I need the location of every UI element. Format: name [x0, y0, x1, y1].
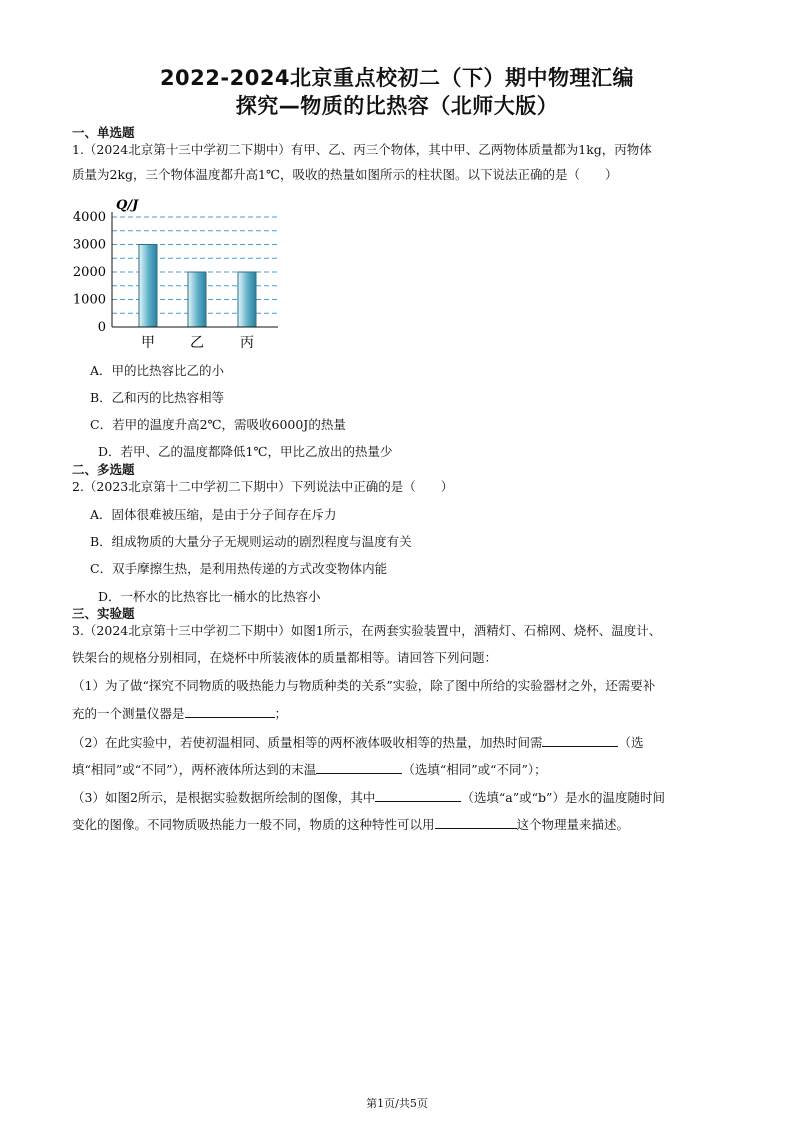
y-ticks [73, 210, 106, 335]
q1-stem-line1: 1.（2024北京第十三中学初二下期中）有甲、乙、丙三个物体，其中甲、乙两物体质量都为1kg，丙物体 [72, 142, 652, 157]
q2-stem: 2.（2023北京第十二中学初二下期中）下列说法中正确的是（ ） [72, 479, 454, 494]
q3-part2-text: （2）在此实验中，若使初温相同、质量相等的两杯液体吸收相等的热量，加热时间需 [72, 735, 543, 750]
q3-stem-line2: 铁架台的规格分别相同，在烧杯中所装液体的质量都相等。请回答下列问题： [72, 650, 498, 665]
q3-part2-line1 [72, 733, 643, 752]
bar-chart [66, 196, 286, 356]
chart-bars [139, 245, 256, 328]
doc-title-line1: 2022-2024北京重点校初二（下）期中物理汇编 [159, 66, 635, 90]
q1-option-c: C．若甲的温度升高2℃，需吸收6000J的热量 [90, 417, 346, 432]
answer-blank-instrument[interactable] [185, 704, 275, 718]
q3-part2-text2: 填“相同”或“不同”），两杯液体所达到的末温 [72, 762, 317, 777]
q1-option-d: D．若甲、乙的温度都降低1℃，甲比乙放出的热量少 [98, 444, 393, 459]
q3-part1-end: ； [274, 706, 288, 721]
y-tick-label: 0 [97, 320, 106, 335]
section-multi-choice: 二、多选题 [72, 462, 135, 477]
q3-part1-line1: （1）为了做“探究不同物质的吸热能力与物质种类的关系”实验，除了图中所给的实验器材之外，还需要补 [72, 678, 656, 693]
q3-part1-line2 [72, 704, 287, 723]
page-footer: 第1页/共5页 [366, 1097, 428, 1110]
y-tick-label: 1000 [72, 292, 106, 308]
answer-blank-quantity[interactable] [435, 815, 517, 829]
q3-part3-hint: （选填“a”或“b”）是水的温度随时间 [461, 790, 665, 805]
bar-2 [188, 272, 206, 327]
q3-part3-line2 [72, 815, 629, 834]
section-experiment: 三、实验题 [72, 606, 135, 621]
q1-option-a: A．甲的比热容比乙的小 [90, 363, 225, 378]
x-categories [141, 335, 254, 351]
q3-stem-line1: 3.（2024北京第十三中学初二下期中）如图1所示，在两套实验装置中，酒精灯、石棉网、烧杯、温度计、 [72, 623, 662, 638]
y-tick-label: 4000 [72, 210, 106, 225]
answer-blank-heating-time[interactable] [542, 733, 618, 747]
q3-part3-text: （3）如图2所示，是根据实验数据所绘制的图像，其中 [72, 790, 376, 805]
answer-blank-final-temp[interactable] [316, 760, 402, 774]
bar-3 [238, 272, 256, 327]
q3-part3-text2: 变化的图像。不同物质吸热能力一般不同，物质的这种特性可以用 [72, 817, 435, 832]
q2-option-b: B．组成物质的大量分子无规则运动的剧烈程度与温度有关 [90, 534, 412, 549]
q3-part2-line2 [72, 760, 547, 779]
q3-part3-line1 [72, 788, 665, 807]
bar-1 [139, 245, 157, 328]
q3-part2-hint: （选 [618, 735, 644, 750]
q1-stem-line2: 质量为2kg，三个物体温度都升高1℃，吸收的热量如图所示的柱状图。以下说法正确的是（ ） [72, 167, 618, 182]
q1-option-b: B．乙和丙的比热容相等 [90, 390, 225, 405]
q2-option-a: A．固体很难被压缩，是由于分子间存在斥力 [90, 507, 337, 522]
q3-part1-text: 充的一个测量仪器是 [72, 706, 185, 721]
q3-part3-end: 这个物理量来描述。 [516, 817, 630, 832]
category-label: 甲 [141, 335, 155, 351]
y-tick-label: 3000 [72, 237, 106, 253]
q2-option-c: C．双手摩擦生热，是利用热传递的方式改变物体内能 [90, 561, 388, 576]
q2-option-d: D．一杯水的比热容比一桶水的比热容小 [98, 589, 321, 604]
doc-title-line2: 探究—物质的比热容（北师大版） [235, 94, 559, 118]
q3-part2-hint2: （选填“相同”或“不同”）； [402, 762, 547, 777]
y-axis-label: Q/J [116, 198, 139, 213]
category-label: 乙 [190, 335, 204, 351]
section-single-choice: 一、单选题 [72, 125, 135, 140]
answer-blank-graph[interactable] [375, 788, 461, 802]
category-label: 丙 [240, 335, 254, 351]
y-tick-label: 2000 [72, 265, 106, 280]
